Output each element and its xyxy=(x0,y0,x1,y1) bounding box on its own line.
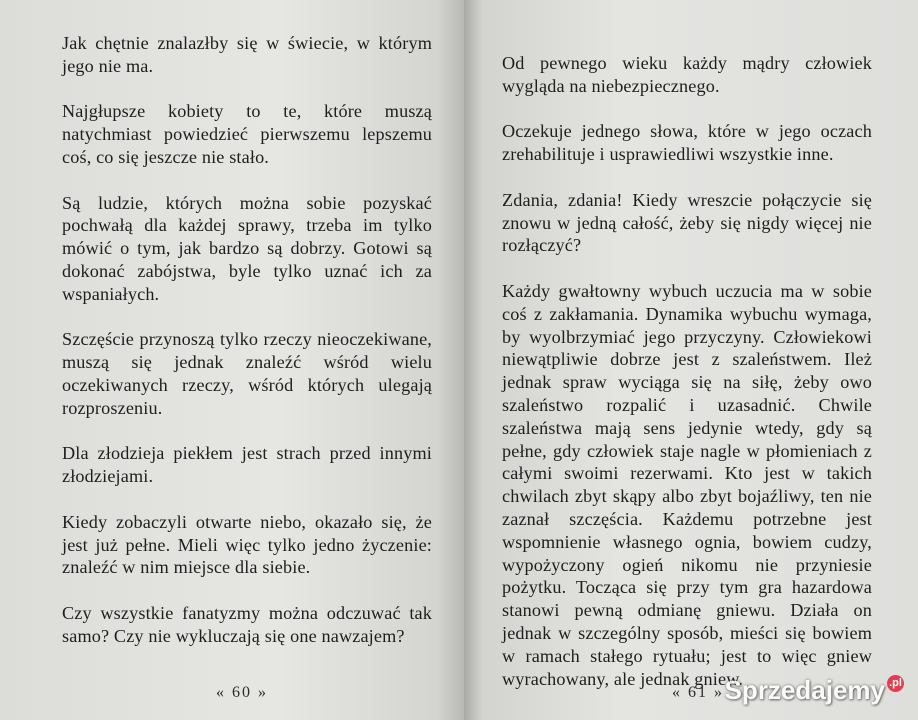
paragraph: Dla złodzieja piekłem jest strach przed innymi złodziejami. xyxy=(62,443,432,487)
paragraph: Czy wszystkie fanatyzmy można odczuwać tak samo? Czy nie wykluczają się one nawzajem? xyxy=(62,602,432,646)
right-page xyxy=(464,0,918,720)
right-page-text xyxy=(502,52,872,713)
page-number-left: « 60 » xyxy=(216,684,268,701)
paragraph: Od pewnego wieku każdy mądry człowiek wygląda na niebezpiecznego. xyxy=(502,53,872,96)
paragraph: Jak chętnie znalazłby się w świecie, w którym jego nie ma. xyxy=(62,33,432,76)
page-number-right: « 61 » xyxy=(672,684,724,701)
watermark-suffix: .pl xyxy=(887,675,904,692)
paragraph: Najgłupsze kobiety to te, które muszą natychmiast powiedzieć pierwszemu lepszemu coś, co się jeszcze nie stało. xyxy=(62,101,432,167)
paragraph: Każdy gwałtowny wybuch uczucia ma w sobie coś z zakłamania. Dynamika wybuchu wymaga, by wyolbrzymiać jego przyczyny. Człowiekowi niewątpliwie dobrze jest z szaleństwem. Ileż jednak spraw wyciąga się na siłę, żeby owo szaleństwo rozpalić i uzasadnić. Chwile szaleństwa mają sens jedynie wtedy, gdy są pełne, gdy człowiek staje nagle w płomieniach z całymi swoimi rezerwami. Kto jest w takich chwilach zbyt skąpy albo zbyt bojaźliwy, ten nie zaznał szczęścia. Każdemu potrzebne jest wspomnienie własnego ognia, bowiem cudzy, wypożyczony ogień nikomu nie przyniesie pożytku. Tocząca się przy tym gra hazardowa stanowi pewną odmianę gniewu. Działa on jednak w szczególny sposób, mieści się bowiem w ramach stałego rytuału; jest to więc gniew wyrachowany, ale jednak gniew. xyxy=(502,280,872,689)
paragraph: Są ludzie, których można sobie pozyskać pochwałą dla każdej sprawy, trzeba im tylko mówić o tym, jak bardzo są dobrzy. Gotowi są dokonać zabójstwa, byle tylko uznać ich za wspaniałych. xyxy=(62,192,432,304)
paragraph: Kiedy zobaczyli otwarte niebo, okazało się, że jest już pełne. Mieli więc tylko jedno życzenie: znaleźć w nim miejsce dla siebie. xyxy=(62,511,432,578)
paragraph: Zdania, zdania! Kiedy wreszcie połączycie się znowu w jedną całość, żeby się nigdy więcej nie rozłączyć? xyxy=(502,189,872,256)
paragraph: Szczęście przynoszą tylko rzeczy nieoczekiwane, muszą się jednak znaleźć wśród wielu oczekiwanych rzeczy, wśród których ulegają rozproszeniu. xyxy=(62,329,432,418)
watermark-text: Sprzedajemy xyxy=(724,675,885,705)
left-page-text xyxy=(62,32,432,670)
paragraph: Oczekuje jednego słowa, które w jego oczach zrehabilituje i usprawiedliwi wszystkie inne. xyxy=(502,121,872,165)
watermark-logo xyxy=(725,675,904,706)
